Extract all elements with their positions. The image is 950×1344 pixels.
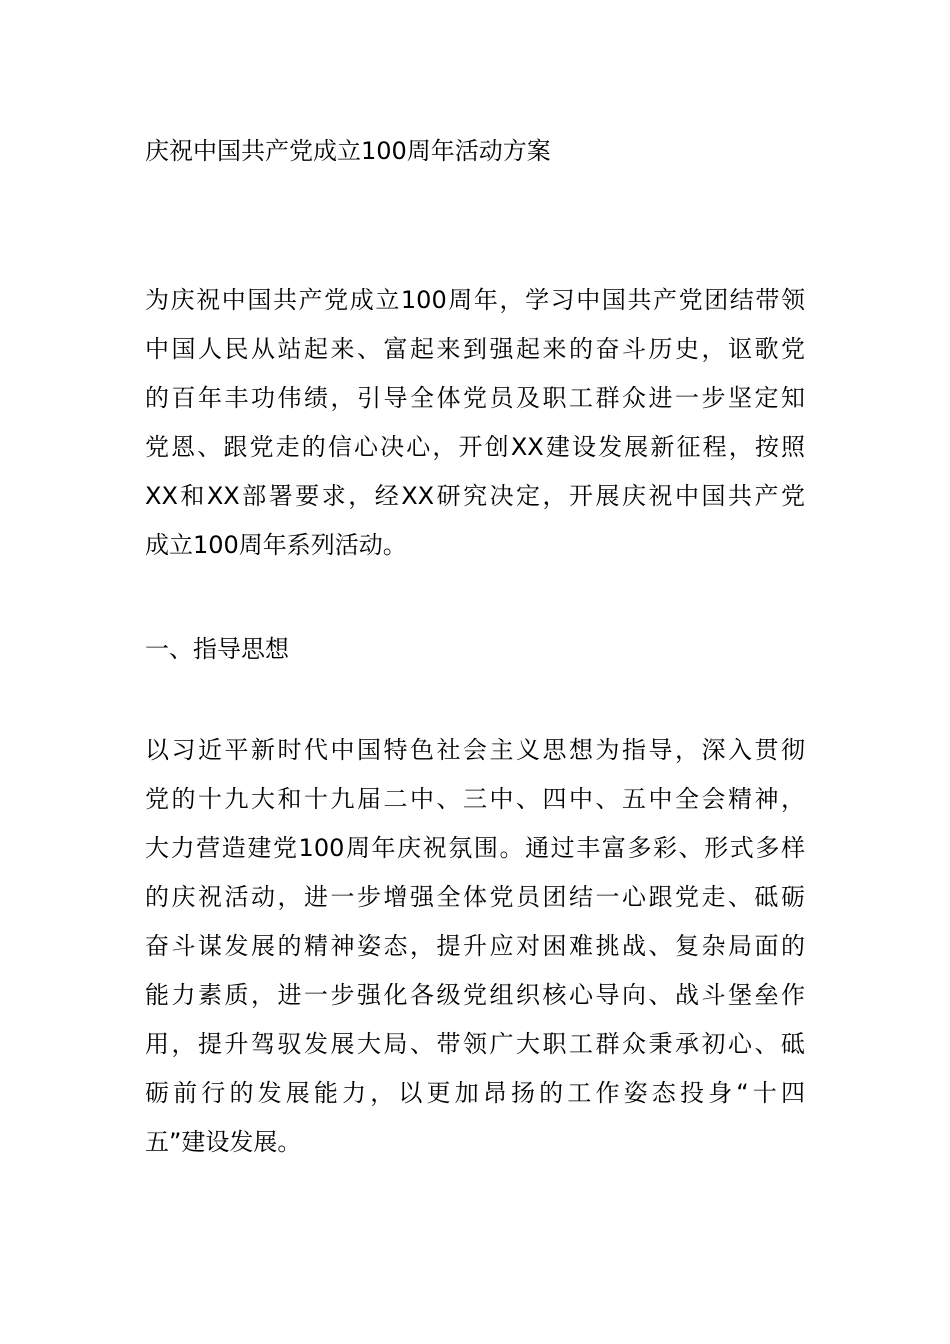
section-line: 五”建设发展。 xyxy=(145,1128,302,1156)
section-line: 党的十九大和十九届二中、三中、四中、五中全会精神， xyxy=(145,785,805,813)
section-line: 用，提升驾驭发展大局、带领广大职工群众秉承初心、砥 xyxy=(145,1030,805,1058)
intro-line: 的百年丰功伟绩，引导全体党员及职工群众进一步坚定知 xyxy=(145,384,805,412)
section-line: 的庆祝活动，进一步增强全体党员团结一心跟党走、砥砺 xyxy=(145,883,805,911)
intro-line: 为庆祝中国共产党成立100周年，学习中国共产党团结带领 xyxy=(145,286,805,314)
section-heading: 一、指导思想 xyxy=(145,635,289,663)
section-line: 能力素质，进一步强化各级党组织核心导向、战斗堡垒作 xyxy=(145,981,805,1009)
intro-line: 中国人民从站起来、富起来到强起来的奋斗历史，讴歌党 xyxy=(145,335,805,363)
intro-line: 党恩、跟党走的信心决心，开创XX建设发展新征程，按照 xyxy=(145,433,805,461)
section-line: 以习近平新时代中国特色社会主义思想为指导，深入贯彻 xyxy=(145,736,805,764)
intro-line: XX和XX部署要求，经XX研究决定，开展庆祝中国共产党 xyxy=(145,482,805,510)
section-line: 砺前行的发展能力，以更加昂扬的工作姿态投身“十四 xyxy=(145,1079,805,1107)
section-line: 大力营造建党100周年庆祝氛围。通过丰富多彩、形式多样 xyxy=(145,834,805,862)
document-title: 庆祝中国共产党成立100周年活动方案 xyxy=(145,137,551,165)
section-line: 奋斗谋发展的精神姿态，提升应对困难挑战、复杂局面的 xyxy=(145,932,805,960)
intro-line: 成立100周年系列活动。 xyxy=(145,531,407,559)
